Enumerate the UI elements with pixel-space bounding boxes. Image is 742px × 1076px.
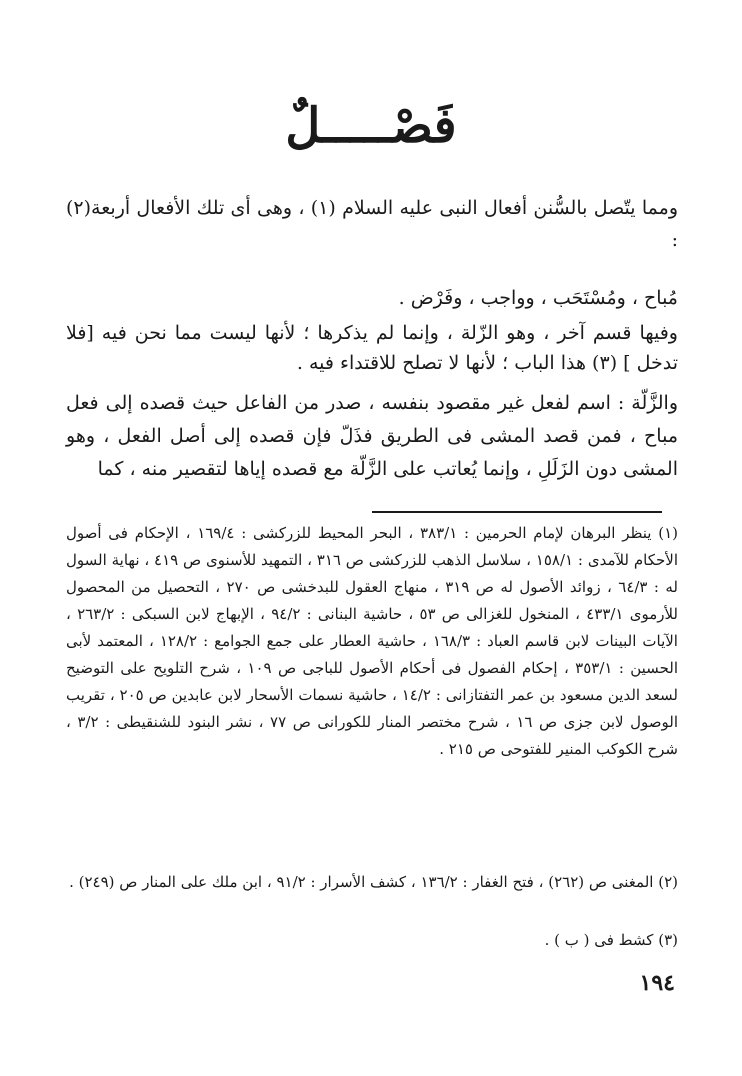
footnote-3: (٣) كشط فى ( ب ) . (544, 931, 678, 949)
footnote-1: (١) ينظر البرهان لإمام الحرمين : ٣٨٣/١ ، البحر المحيط للزركشى : ١٦٩/٤ ، الإحكام فى أصول الأحكام للآمدى : ١٥٨/١ ، سلاسل الذهب للزركشى ص ٣١٦ ، التمهيد للأسنوى ص ٤١٩ ، نهاية السول له : ٦٤/٣ ، زوائد الأصول له ص ٣١٩ ، منهاج العقول للبدخشى ص ٢٧٠ ، التحصيل من المحصول للأرموى ٤٣٣/١ ، المنخول للغزالى ص ٥٣ ، حاشية البنانى : ٩٤/٢ ، الإبهاج لابن السبكى : ٢٦٣/٢ ، الآيات البينات لابن قاسم العباد : ١٦٨/٣ ، حاشية العطار على جمع الجوامع : ١٢٨/٢ ، المعتمد لأبى الحسين : ٣٥٣/١ ، إحكام الفصول فى أحكام الأصول للباجى ص ١٠٩ ، شرح التلويح على التوضيح لسعد الدين مسعود بن عمر التفتازانى : ١٤/٢ ، حاشية نسمات الأسحار لابن عابدين ص ٢٠٥ ، تقريب الوصول لابن جزى ص ١٦ ، شرح مختصر المنار للكورانى ص ٧٧ ، نشر البنود للشنقيطى : ٣/٢ ، شرح الكوكب المنير للفتوحى ص ٢١٥ . (66, 524, 679, 758)
paragraph-1: ومما يتّصل بالسُّنن أفعال النبى عليه السلام (١) ، وهى أى تلك الأفعال أربعة(٢) : (66, 197, 678, 251)
footnote-divider (372, 511, 662, 513)
footnote-2: (٢) المغنى ص (٢٦٢) ، فتح الغفار : ١٣٦/٢ ، كشف الأسرار : ٩١/٢ ، ابن ملك على المنار ص (٢٤٩) . (69, 873, 678, 891)
section-heading: فَصْـــــلٌ (285, 98, 457, 154)
paragraph-4: والزَّلّة : اسم لفعل غير مقصود بنفسه ، صدر من الفاعل حيث قصده إلى فعل مباح ، فمن قصد المشى فى الطريق فذَلّ فإن قصده إلى أصل الفعل ، وهو المشى دون الزَلَلِ ، وإنما يُعاتب على الزَّلّة مع قصده إياها لتقصير منه ، كما (66, 392, 678, 480)
paragraph-3: وفيها قسم آخر ، وهو الزّلة ، وإنما لم يذكرها ؛ لأنها ليست مما نحن فيه [فلا تدخل ] (٣) هذا الباب ؛ لأنها لا تصلح للاقتداء فيه . (66, 322, 678, 374)
paragraph-2: مُباح ، ومُسْتَحَب ، وواجب ، وفَرْض . (398, 287, 678, 309)
page-number: ١٩٤ (639, 970, 675, 996)
